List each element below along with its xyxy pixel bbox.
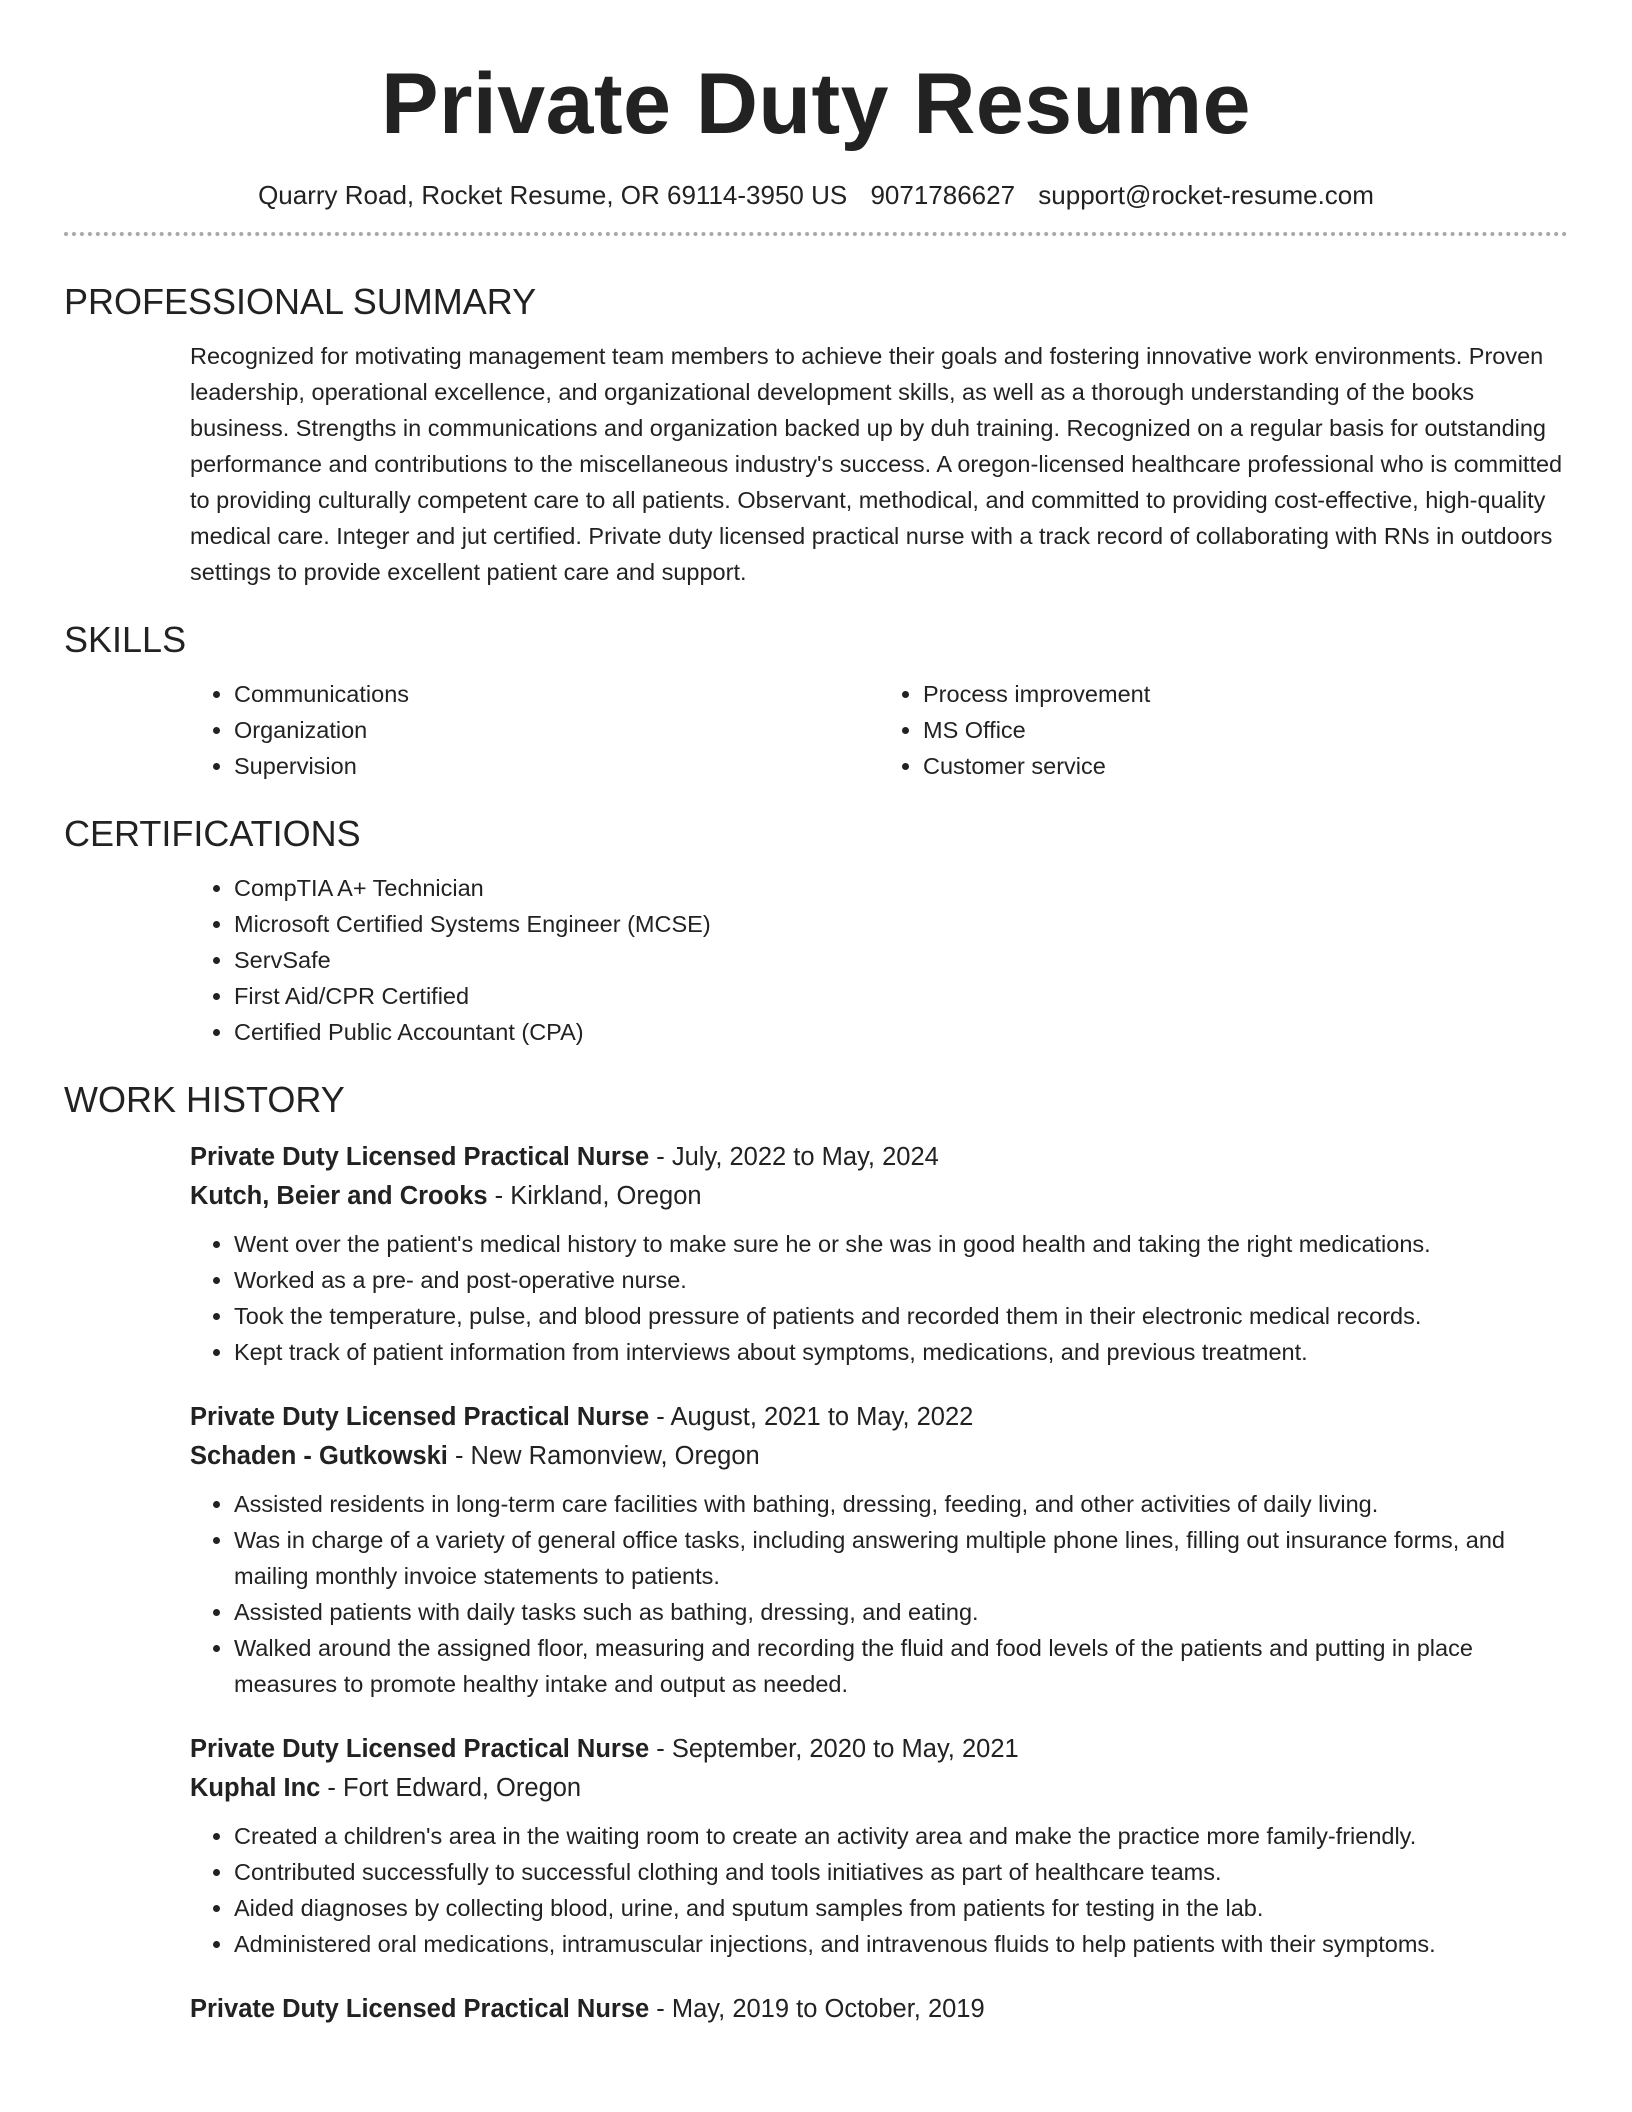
job-entry <box>190 1730 1568 1962</box>
job-bullet: • Contributed successfully to successful clothing and tools initiatives as part of healthcare teams. <box>234 1854 1568 1890</box>
job-company: Kutch, Beier and Crooks <box>190 1182 488 1210</box>
job-location: - Kirkland, Oregon <box>487 1182 702 1210</box>
job-location: - New Ramonview, Oregon <box>447 1442 760 1470</box>
job-bullet: • Created a children's area in the waiting room to create an activity area and make the practice more family-friendly. <box>234 1818 1568 1854</box>
job-dates: - July, 2022 to May, 2024 <box>649 1143 939 1171</box>
contact-phone: 9071786627 <box>870 180 1016 210</box>
certifications-heading: CERTIFICATIONS <box>64 813 361 854</box>
job-title-line <box>190 1990 1568 2029</box>
certifications-section <box>190 870 1568 1050</box>
job-bullet: • Assisted residents in long-term care facilities with bathing, dressing, feeding, and other activities of daily living. <box>234 1486 1568 1522</box>
job-entry <box>190 1990 1568 2029</box>
job-entry <box>190 1398 1568 1702</box>
job-title: Private Duty Licensed Practical Nurse <box>190 1735 650 1763</box>
summary-text: Recognized for motivating management team members to achieve their goals and fostering innovative work environments. Proven leadership, operational excellence, and organizational development skills, as well as a thorough understanding of the books business. Strengths in communications and organization backed up by duh training. Recognized on a regular basis for outstanding performance and contributions to the miscellaneous industry's success. A oregon-licensed healthcare professional who is committed to providing culturally competent care to all patients. Observant, methodical, and committed to providing cost-effective, high-quality medical care. Integer and jut certified. Private duty licensed practical nurse with a track record of collaborating with RNs in outdoors settings to provide excellent patient care and support. <box>190 343 1563 585</box>
summary-section <box>190 338 1568 590</box>
job-company: Schaden - Gutkowski <box>190 1442 448 1470</box>
job-bullet: • Aided diagnoses by collecting blood, urine, and sputum samples from patients for testing in the lab. <box>234 1890 1568 1926</box>
job-title-line <box>190 1138 1568 1177</box>
job-title: Private Duty Licensed Practical Nurse <box>190 1143 650 1171</box>
header-divider <box>64 232 1568 236</box>
certification-item: • ServSafe <box>234 942 1568 978</box>
skill-item: • Customer service <box>923 748 1568 784</box>
job-dates: - May, 2019 to October, 2019 <box>649 1995 985 2023</box>
job-title: Private Duty Licensed Practical Nurse <box>190 1995 650 2023</box>
skills-heading: SKILLS <box>64 619 187 660</box>
summary-heading: PROFESSIONAL SUMMARY <box>64 281 537 322</box>
job-bullets <box>190 1818 1568 1962</box>
job-company: Kuphal Inc <box>190 1774 321 1802</box>
certification-item: • CompTIA A+ Technician <box>234 870 1568 906</box>
job-company-line <box>190 1437 1568 1476</box>
job-bullet: • Administered oral medications, intramuscular injections, and intravenous fluids to help patients with their symptoms. <box>234 1926 1568 1962</box>
contact-email: support@rocket-resume.com <box>1038 180 1374 210</box>
job-bullet: • Walked around the assigned floor, measuring and recording the fluid and food levels of the patients and putting in place measures to promote healthy intake and output as needed. <box>234 1630 1568 1702</box>
contact-address: Quarry Road, Rocket Resume, OR 69114-3950 US <box>258 180 848 210</box>
job-bullet: • Went over the patient's medical history to make sure he or she was in good health and taking the right medications. <box>234 1226 1568 1262</box>
job-bullet: • Was in charge of a variety of general office tasks, including answering multiple phone lines, filling out insurance forms, and mailing monthly invoice statements to patients. <box>234 1522 1568 1594</box>
job-bullet: • Worked as a pre- and post-operative nurse. <box>234 1262 1568 1298</box>
skill-item: • Organization <box>234 712 879 748</box>
skill-item: • Supervision <box>234 748 879 784</box>
work-history-heading: WORK HISTORY <box>64 1079 345 1120</box>
job-bullet: • Kept track of patient information from interviews about symptoms, medications, and previous treatment. <box>234 1334 1568 1370</box>
work-history-section <box>190 1138 1568 2029</box>
job-title: Private Duty Licensed Practical Nurse <box>190 1403 650 1431</box>
certifications-list <box>190 870 1568 1050</box>
job-company-line <box>190 1177 1568 1216</box>
job-title-line <box>190 1398 1568 1437</box>
certification-item: • Certified Public Accountant (CPA) <box>234 1014 1568 1050</box>
skill-item: • MS Office <box>923 712 1568 748</box>
skills-list-left <box>190 676 879 784</box>
certification-item: • First Aid/CPR Certified <box>234 978 1568 1014</box>
job-entry <box>190 1138 1568 1370</box>
certification-item: • Microsoft Certified Systems Engineer (MCSE) <box>234 906 1568 942</box>
job-company-line <box>190 1769 1568 1808</box>
job-bullets <box>190 1226 1568 1370</box>
skill-item: • Process improvement <box>923 676 1568 712</box>
resume-name: Private Duty Resume <box>381 56 1251 152</box>
skills-list-right <box>879 676 1568 784</box>
job-bullets <box>190 1486 1568 1702</box>
skills-section <box>190 676 1568 784</box>
job-bullet: • Took the temperature, pulse, and blood pressure of patients and recorded them in their electronic medical records. <box>234 1298 1568 1334</box>
skills-columns <box>190 676 1568 784</box>
skill-item: • Communications <box>234 676 879 712</box>
job-dates: - August, 2021 to May, 2022 <box>649 1403 974 1431</box>
job-bullet: • Assisted patients with daily tasks such as bathing, dressing, and eating. <box>234 1594 1568 1630</box>
job-title-line <box>190 1730 1568 1769</box>
job-dates: - September, 2020 to May, 2021 <box>649 1735 1019 1763</box>
job-location: - Fort Edward, Oregon <box>320 1774 582 1802</box>
contact-line <box>64 178 1568 212</box>
